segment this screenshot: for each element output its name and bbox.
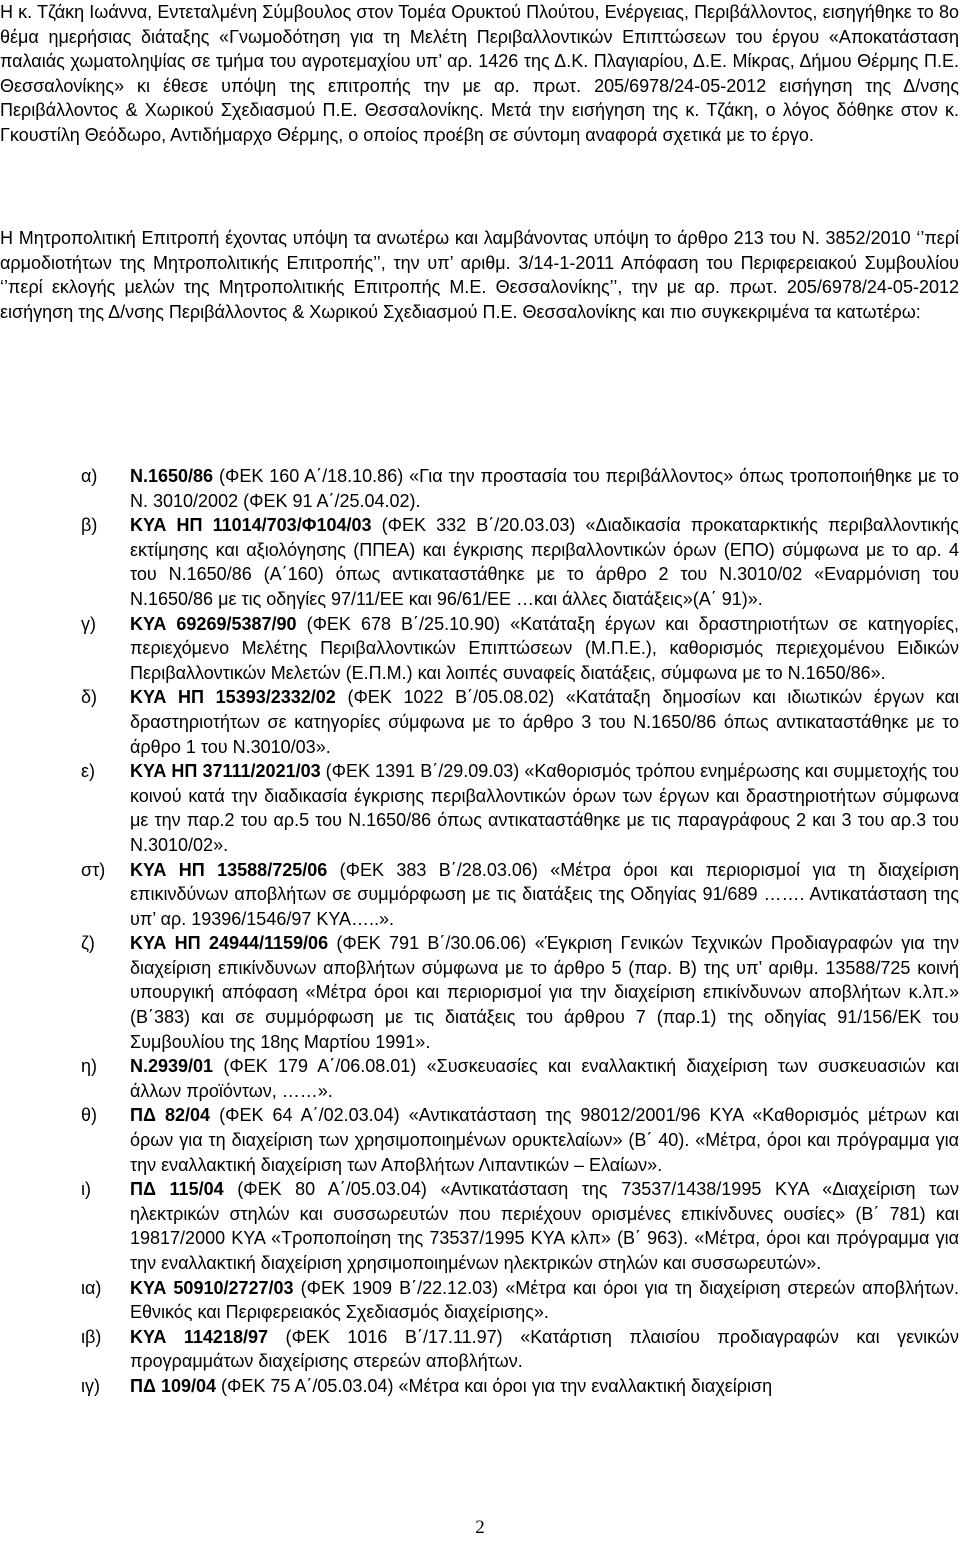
law-description: (ΦΕΚ 75 Α΄/05.03.04) «Μέτρα και όροι για την εναλλακτική διαχείριση bbox=[216, 1375, 773, 1396]
list-item-text bbox=[130, 759, 959, 857]
list-item bbox=[0, 759, 959, 857]
law-reference: ΠΔ 115/04 bbox=[130, 1179, 224, 1200]
list-item-label: β) bbox=[81, 515, 98, 536]
list-item-label: θ) bbox=[81, 1105, 98, 1126]
list-item-label: δ) bbox=[81, 687, 98, 708]
list-item-text bbox=[130, 1276, 959, 1325]
list-item-label: ια) bbox=[81, 1277, 102, 1298]
list-item-text bbox=[130, 858, 959, 932]
list-item bbox=[0, 931, 959, 1054]
list-item-text bbox=[130, 1103, 959, 1177]
list-item-text bbox=[130, 931, 959, 1054]
list-item-label: στ) bbox=[81, 859, 106, 880]
list-item bbox=[0, 1177, 959, 1275]
law-description: (ΦΕΚ 80 Α΄/05.03.04) «Αντικατάσταση της 73537/1438/1995 ΚΥΑ «Διαχείριση των ηλεκτρικών στηλών και συσσωρευτών που περιέχουν ορισμένες επικίνδυνες ουσίες» (Β΄ 781) και 19817/2000 ΚΥΑ «Τροποποίηση της 73537/1995 ΚΥΑ κλπ» (Β΄ 963). «Μέτρα, όροι και πρόγραμμα για την εναλλακτική διαχείριση χρησιμοποιημένων ηλεκτρικών στηλών και συσσωρευτών». bbox=[130, 1179, 960, 1273]
list-item bbox=[0, 1276, 959, 1325]
list-item-label: ιβ) bbox=[81, 1326, 102, 1347]
law-reference: ΚΥΑ ΗΠ 37111/2021/03 bbox=[130, 761, 321, 782]
list-item-label: ιγ) bbox=[81, 1375, 100, 1396]
law-description: (ΦΕΚ 791 Β΄/30.06.06) «Έγκριση Γενικών Τεχνικών Προδιαγραφών για την διαχείριση επικίνδυνων αποβλήτων σύμφωνα με το άρθρο 5 (παρ. Β) της υπ’ αριθμ. 13588/725 κοινή υπουργική απόφαση «Μέτρα όροι και περιορισμοί για την διαχείριση επικίνδυνων αποβλήτων κ.λπ.» (Β΄383) και σε συμμόρφωση με τις διατάξεις του άρθρου 7 (παρ.1) της οδηγίας 91/156/ΕΚ του Συμβουλίου της 18ης Μαρτίου 1991». bbox=[130, 933, 960, 1052]
law-description: (ΦΕΚ 678 Β΄/25.10.90) «Κατάταξη έργων και δραστηριοτήτων σε κατηγορίες, περιεχόμενο Μελέτης Περιβαλλοντικών Επιπτώσεων (Μ.Π.Ε.), καθορισμός περιεχομένου Ειδικών Περιβαλλοντικών Μελετών (Ε.Π.Μ.) και λοιπές συναφείς διατάξεις, σύμφωνα με το Ν.1650/86». bbox=[130, 613, 959, 683]
list-item-label: ι) bbox=[81, 1179, 91, 1200]
law-description: (ΦΕΚ 1391 Β΄/29.09.03) «Καθορισμός τρόπου ενημέρωσης και συμμετοχής του κοινού κατά την διαδικασία έγκρισης περιβαλλοντικών όρων των έργων και δραστηριοτήτων σύμφωνα με την παρ.2 του αρ.5 του Ν.1650/86 όπως αντικαταστάθηκε με τις παραγράφους 2 και 3 του αρ.3 του Ν.3010/02». bbox=[130, 761, 959, 855]
list-item-label: α) bbox=[81, 466, 98, 486]
law-reference: ΚΥΑ ΗΠ 13588/725/06 bbox=[130, 859, 328, 880]
list-item-text bbox=[130, 1325, 959, 1374]
list-item bbox=[0, 1103, 959, 1177]
list-item-label: γ) bbox=[81, 613, 96, 634]
law-reference: ΚΥΑ ΗΠ 24944/1159/06 bbox=[130, 933, 329, 954]
law-description: (ΦΕΚ 160 Α΄/18.10.86) «Για την προστασία του περιβάλλοντος» όπως τροποποιήθηκε με το Ν. 3010/2002 (ΦΕΚ 91 Α΄/25.04.02). bbox=[130, 466, 959, 511]
intro-paragraph: Η κ. Τζάκη Ιωάννα, Εντεταλμένη Σύμβουλος στον Τομέα Ορυκτού Πλούτου, Ενέργειας, Περιβάλλοντος, εισηγήθηκε το 8ο θέμα ημερήσιας διάταξης «Γνωμοδότηση για τη Μελέτη Περιβαλλοντικών Επιπτώσεων του έργου «Αποκατάσταση παλαιάς χωματοληψίας σε τμήμα του αγροτεμαχίου υπ’ αρ. 1426 της Δ.Κ. Πλαγιαρίου, Δ.Ε. Μίκρας, Δήμου Θέρμης Π.Ε. Θεσσαλονίκης» κι έθεσε υπόψη της επιτροπής την με αρ. πρωτ. 205/6978/24-05-2012 εισήγηση της Δ/νσης Περιβάλλοντος & Χωρικού Σχεδιασμού Π.Ε. Θεσσαλονίκης. Μετά την εισήγηση της κ. Τζάκη, ο λόγος δόθηκε στον κ. Γκουστίλη Θεόδωρο, Αντιδήμαρχο Θέρμης, ο οποίος προέβη σε σύντομη αναφορά σχετικά με το έργο. bbox=[0, 2, 959, 145]
list-item-text bbox=[130, 1177, 959, 1275]
list-item-text bbox=[130, 1054, 959, 1103]
law-reference: ΚΥΑ ΗΠ 15393/2332/02 bbox=[130, 687, 336, 708]
committee-paragraph: Η Μητροπολιτική Επιτροπή έχοντας υπόψη τα ανωτέρω και λαμβάνοντας υπόψη το άρθρο 213 του Ν. 3852/2010 ‘’περί αρμοδιοτήτων της Μητροπολιτικής Επιτροπής’’, την υπ’ αριθμ. 3/14-1-2011 Απόφαση του Περιφερειακού Συμβουλίου ‘’περί εκλογής μελών της Μητροπολιτικής Επιτροπής Μ.Ε. Θεσσαλονίκης’’, την με αρ. πρωτ. 205/6978/24-05-2012 εισήγηση της Δ/νσης Περιβάλλοντος & Χωρικού Σχεδιασμού Π.Ε. Θεσσαλονίκης και πιο συγκεκριμένα τα κατωτέρω: bbox=[0, 228, 959, 322]
list-item bbox=[0, 464, 959, 513]
list-item-text bbox=[130, 612, 959, 686]
law-description: (ΦΕΚ 383 Β΄/28.03.06) «Μέτρα όροι και περιορισμοί για τη διαχείριση επικινδύνων αποβλήτων σε συμμόρφωση με τις διατάξεις της Οδηγίας 91/689 ……. Αντικατάσταση της υπ’ αρ. 19396/1546/97 ΚΥΑ…..». bbox=[130, 859, 959, 929]
list-item bbox=[0, 513, 959, 611]
legislation-list bbox=[0, 464, 959, 1399]
list-item-label: η) bbox=[81, 1056, 98, 1077]
law-reference: ΚΥΑ ΗΠ 11014/703/Φ104/03 bbox=[130, 515, 372, 536]
law-description: (ΦΕΚ 179 Α΄/06.08.01) «Συσκευασίες και εναλλακτική διαχείριση των συσκευασιών και άλλων προϊόντων, ……». bbox=[130, 1056, 959, 1101]
law-reference: ΚΥΑ 114218/97 bbox=[130, 1326, 268, 1347]
law-description: (ΦΕΚ 332 Β΄/20.03.03) «Διαδικασία προκαταρκτικής περιβαλλοντικής εκτίμησης και αξιολόγησης (ΠΠΕΑ) και έγκρισης περιβαλλοντικών όρων (ΕΠΟ) σύμφωνα με το αρ. 4 του Ν.1650/86 (Α΄160) όπως αντικαταστάθηκε με το άρθρο 2 του Ν.3010/02 «Εναρμόνιση του Ν.1650/86 με τις οδηγίες 97/11/ΕΕ και 96/61/ΕΕ …και άλλες διατάξεις»(Α΄ 91)». bbox=[130, 515, 959, 609]
law-reference: ΠΔ 109/04 bbox=[130, 1375, 216, 1396]
page-number: 2 bbox=[475, 1517, 485, 1538]
law-description: (ΦΕΚ 1909 Β΄/22.12.03) «Μέτρα και όροι για τη διαχείριση στερεών αποβλήτων. Εθνικός και Περιφερειακός Σχεδιασμός διαχείρισης». bbox=[130, 1277, 959, 1323]
list-item-text bbox=[130, 513, 959, 611]
list-item-text bbox=[130, 464, 959, 513]
list-item bbox=[0, 685, 959, 759]
law-description: (ΦΕΚ 1022 Β΄/05.08.02) «Κατάταξη δημοσίων και ιδιωτικών έργων και δραστηριοτήτων σε κατηγορίες σύμφωνα με το άρθρο 3 του Ν.1650/86 όπως αντικαταστάθηκε με το άρθρο 1 του Ν.3010/03». bbox=[130, 687, 959, 757]
list-item-text bbox=[130, 1374, 959, 1399]
list-item-text bbox=[130, 685, 959, 759]
law-reference: Ν.1650/86 bbox=[130, 466, 214, 486]
list-item bbox=[0, 858, 959, 932]
law-reference: ΠΔ 82/04 bbox=[130, 1105, 211, 1126]
law-description: (ΦΕΚ 1016 Β΄/17.11.97) «Κατάρτιση πλαισίου προδιαγραφών και γενικών προγραμμάτων διαχείρισης στερεών αποβλήτων. bbox=[130, 1326, 959, 1372]
law-description: (ΦΕΚ 64 Α΄/02.03.04) «Αντικατάσταση της 98012/2001/96 ΚΥΑ «Καθορισμός μέτρων και όρων για τη διαχείριση των χρησιμοποιημένων ορυκτελαίων» (Β΄ 40). «Μέτρα, όροι και πρόγραμμα για την εναλλακτική διαχείριση των Αποβλήτων Λιπαντικών – Ελαίων». bbox=[130, 1105, 959, 1175]
list-item bbox=[0, 612, 959, 686]
list-item bbox=[0, 1374, 959, 1399]
list-item-label: ε) bbox=[81, 761, 96, 782]
law-reference: ΚΥΑ 50910/2727/03 bbox=[130, 1277, 294, 1298]
law-reference: Ν.2939/01 bbox=[130, 1056, 214, 1077]
list-item-label: ζ) bbox=[81, 933, 95, 954]
list-item bbox=[0, 1054, 959, 1103]
law-reference: ΚΥΑ 69269/5387/90 bbox=[130, 613, 297, 634]
list-item bbox=[0, 1325, 959, 1374]
